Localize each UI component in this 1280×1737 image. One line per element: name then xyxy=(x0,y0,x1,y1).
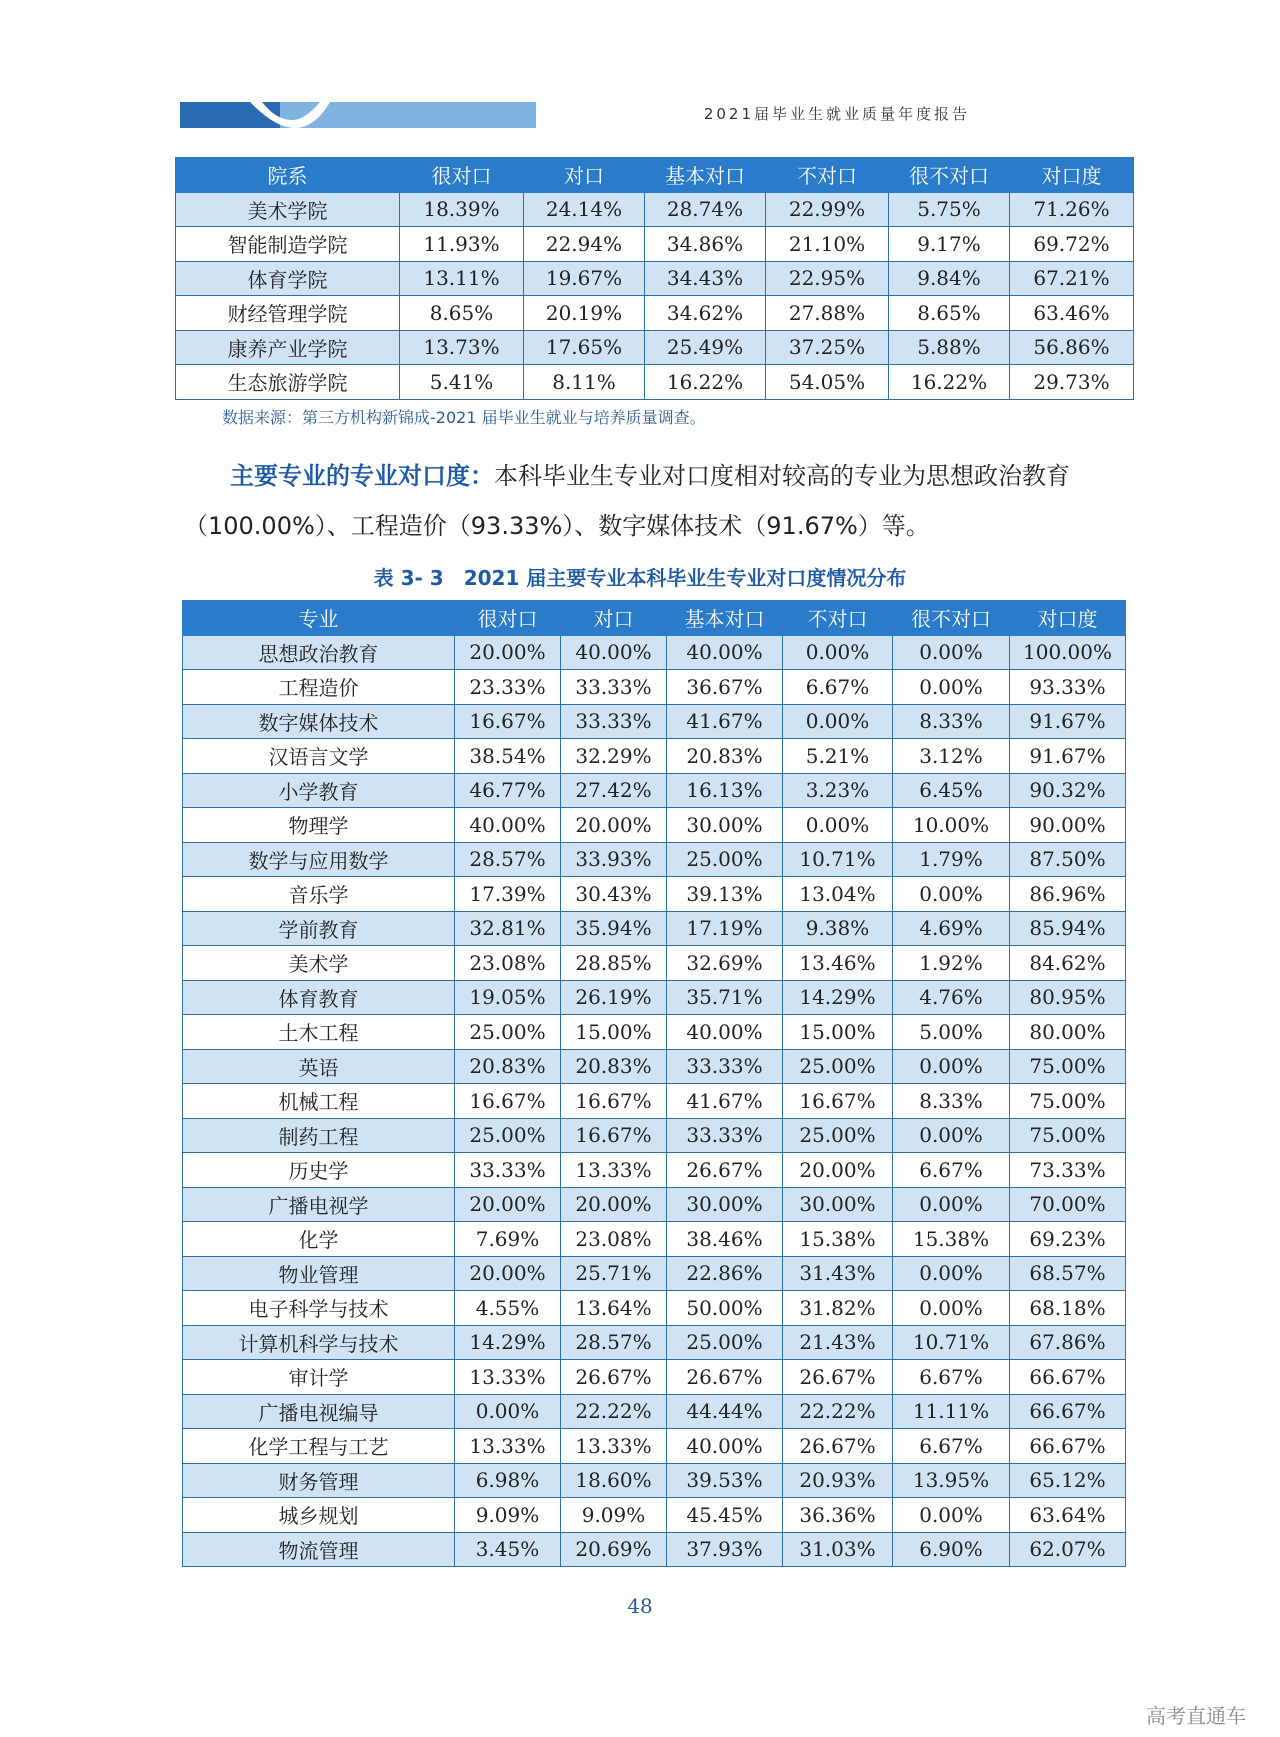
table-row xyxy=(183,1360,1126,1395)
table-cell: 28.57% xyxy=(561,1325,667,1360)
row-label-cell: 财务管理 xyxy=(183,1463,455,1498)
column-header: 对口 xyxy=(561,601,667,636)
table-cell: 1.79% xyxy=(893,842,1010,877)
table-cell: 16.67% xyxy=(561,1084,667,1119)
table-cell: 33.33% xyxy=(561,670,667,705)
column-header: 专业 xyxy=(183,601,455,636)
table-cell: 21.10% xyxy=(766,227,889,262)
table-row xyxy=(183,704,1126,739)
table-cell: 16.22% xyxy=(889,365,1010,400)
table-cell: 20.00% xyxy=(783,1153,893,1188)
row-label-cell: 思想政治教育 xyxy=(183,635,455,670)
column-header: 很对口 xyxy=(455,601,561,636)
table-cell: 66.67% xyxy=(1010,1429,1126,1464)
table-cell: 17.19% xyxy=(667,911,783,946)
table-cell: 39.13% xyxy=(667,877,783,912)
table-row xyxy=(176,227,1134,262)
table-cell: 26.67% xyxy=(783,1360,893,1395)
row-label-cell: 机械工程 xyxy=(183,1084,455,1119)
table-cell: 40.00% xyxy=(667,635,783,670)
table-cell: 67.86% xyxy=(1010,1325,1126,1360)
table-row xyxy=(183,808,1126,843)
table-row xyxy=(183,1291,1126,1326)
table-cell: 20.00% xyxy=(455,1187,561,1222)
table-row xyxy=(183,1187,1126,1222)
table-cell: 84.62% xyxy=(1010,946,1126,981)
table-cell: 32.69% xyxy=(667,946,783,981)
table-cell: 20.93% xyxy=(783,1463,893,1498)
table-cell: 33.33% xyxy=(455,1153,561,1188)
table-cell: 22.94% xyxy=(524,227,645,262)
table-cell: 73.33% xyxy=(1010,1153,1126,1188)
row-label-cell: 美术学院 xyxy=(176,192,400,227)
table-cell: 13.73% xyxy=(400,330,524,365)
column-header: 对口度 xyxy=(1010,601,1126,636)
table-row xyxy=(183,1049,1126,1084)
table-row xyxy=(183,1463,1126,1498)
table-cell: 30.00% xyxy=(667,808,783,843)
table-cell: 8.33% xyxy=(893,1084,1010,1119)
table-row xyxy=(183,1256,1126,1291)
table-cell: 33.93% xyxy=(561,842,667,877)
table-row xyxy=(183,1222,1126,1257)
table-cell: 16.67% xyxy=(455,704,561,739)
table-cell: 25.71% xyxy=(561,1256,667,1291)
table-caption: 表 3- 3 2021 届主要专业本科毕业生专业对口度情况分布 xyxy=(373,566,907,590)
table-row xyxy=(183,1118,1126,1153)
table-cell: 26.67% xyxy=(561,1360,667,1395)
table-cell: 40.00% xyxy=(667,1015,783,1050)
table-cell: 13.64% xyxy=(561,1291,667,1326)
table-cell: 17.65% xyxy=(524,330,645,365)
table-cell: 5.88% xyxy=(889,330,1010,365)
row-label-cell: 英语 xyxy=(183,1049,455,1084)
table-cell: 38.46% xyxy=(667,1222,783,1257)
table-cell: 37.93% xyxy=(667,1532,783,1567)
table-cell: 22.22% xyxy=(783,1394,893,1429)
table-row xyxy=(183,739,1126,774)
row-label-cell: 工程造价 xyxy=(183,670,455,705)
table-cell: 16.67% xyxy=(783,1084,893,1119)
table-cell: 22.86% xyxy=(667,1256,783,1291)
table-cell: 100.00% xyxy=(1010,635,1126,670)
column-header: 基本对口 xyxy=(645,158,766,193)
table-cell: 9.09% xyxy=(455,1498,561,1533)
table-cell: 75.00% xyxy=(1010,1049,1126,1084)
row-label-cell: 数字媒体技术 xyxy=(183,704,455,739)
table-cell: 40.00% xyxy=(667,1429,783,1464)
table-cell: 15.38% xyxy=(783,1222,893,1257)
table-cell: 33.33% xyxy=(667,1118,783,1153)
table-cell: 4.55% xyxy=(455,1291,561,1326)
row-label-cell: 数学与应用数学 xyxy=(183,842,455,877)
row-label-cell: 化学 xyxy=(183,1222,455,1257)
row-label-cell: 小学教育 xyxy=(183,773,455,808)
table-cell: 62.07% xyxy=(1010,1532,1126,1567)
table-cell: 17.39% xyxy=(455,877,561,912)
table-row xyxy=(183,635,1126,670)
table-cell: 32.29% xyxy=(561,739,667,774)
table-row xyxy=(176,296,1134,331)
table-cell: 15.00% xyxy=(561,1015,667,1050)
table-cell: 87.50% xyxy=(1010,842,1126,877)
table-cell: 28.85% xyxy=(561,946,667,981)
table-cell: 30.00% xyxy=(667,1187,783,1222)
row-label-cell: 土木工程 xyxy=(183,1015,455,1050)
table-cell: 14.29% xyxy=(455,1325,561,1360)
row-label-cell: 学前教育 xyxy=(183,911,455,946)
table-cell: 0.00% xyxy=(893,1256,1010,1291)
table-cell: 54.05% xyxy=(766,365,889,400)
table-cell: 25.00% xyxy=(455,1118,561,1153)
table-cell: 90.00% xyxy=(1010,808,1126,843)
table-cell: 1.92% xyxy=(893,946,1010,981)
table-cell: 11.93% xyxy=(400,227,524,262)
table-cell: 33.33% xyxy=(667,1049,783,1084)
table-cell: 4.69% xyxy=(893,911,1010,946)
table-cell: 33.33% xyxy=(561,704,667,739)
table-row xyxy=(176,330,1134,365)
table-cell: 35.94% xyxy=(561,911,667,946)
table-cell: 31.03% xyxy=(783,1532,893,1567)
table-cell: 91.67% xyxy=(1010,704,1126,739)
column-header: 很不对口 xyxy=(889,158,1010,193)
table-cell: 10.00% xyxy=(893,808,1010,843)
table-cell: 80.00% xyxy=(1010,1015,1126,1050)
paragraph-lead: 主要专业的专业对口度： xyxy=(230,462,494,490)
table-cell: 27.88% xyxy=(766,296,889,331)
row-label-cell: 康养产业学院 xyxy=(176,330,400,365)
table-row xyxy=(183,980,1126,1015)
table-cell: 26.19% xyxy=(561,980,667,1015)
table-cell: 20.83% xyxy=(455,1049,561,1084)
table-cell: 26.67% xyxy=(667,1153,783,1188)
table-cell: 8.33% xyxy=(893,704,1010,739)
table-cell: 13.33% xyxy=(561,1153,667,1188)
table-cell: 0.00% xyxy=(783,635,893,670)
table-cell: 15.00% xyxy=(783,1015,893,1050)
table-cell: 22.22% xyxy=(561,1394,667,1429)
table-cell: 0.00% xyxy=(455,1394,561,1429)
table-cell: 40.00% xyxy=(455,808,561,843)
table-cell: 13.04% xyxy=(783,877,893,912)
table-cell: 80.95% xyxy=(1010,980,1126,1015)
table-cell: 5.41% xyxy=(400,365,524,400)
table-row xyxy=(176,261,1134,296)
table-cell: 20.69% xyxy=(561,1532,667,1567)
table-cell: 26.67% xyxy=(783,1429,893,1464)
table-row xyxy=(183,877,1126,912)
table-cell: 69.72% xyxy=(1010,227,1134,262)
table-cell: 24.14% xyxy=(524,192,645,227)
table-cell: 36.36% xyxy=(783,1498,893,1533)
table-cell: 36.67% xyxy=(667,670,783,705)
table-row xyxy=(183,1015,1126,1050)
row-label-cell: 物业管理 xyxy=(183,1256,455,1291)
table-cell: 90.32% xyxy=(1010,773,1126,808)
table-cell: 6.67% xyxy=(893,1360,1010,1395)
table-cell: 40.00% xyxy=(561,635,667,670)
table-cell: 34.86% xyxy=(645,227,766,262)
column-header: 院系 xyxy=(176,158,400,193)
report-header-title: 2021届毕业生就业质量年度报告 xyxy=(703,105,970,123)
table-cell: 34.43% xyxy=(645,261,766,296)
major-match-paragraph xyxy=(184,451,1114,551)
row-label-cell: 财经管理学院 xyxy=(176,296,400,331)
table-cell: 85.94% xyxy=(1010,911,1126,946)
row-label-cell: 历史学 xyxy=(183,1153,455,1188)
table-cell: 10.71% xyxy=(783,842,893,877)
table-cell: 8.65% xyxy=(400,296,524,331)
table-cell: 41.67% xyxy=(667,704,783,739)
table-cell: 63.64% xyxy=(1010,1498,1126,1533)
table-row xyxy=(176,192,1134,227)
table-cell: 65.12% xyxy=(1010,1463,1126,1498)
table-cell: 13.33% xyxy=(455,1429,561,1464)
table-cell: 9.38% xyxy=(783,911,893,946)
table-cell: 3.45% xyxy=(455,1532,561,1567)
table-cell: 5.75% xyxy=(889,192,1010,227)
table-cell: 69.23% xyxy=(1010,1222,1126,1257)
table-cell: 71.26% xyxy=(1010,192,1134,227)
table-cell: 15.38% xyxy=(893,1222,1010,1257)
column-header: 很不对口 xyxy=(893,601,1010,636)
table-cell: 75.00% xyxy=(1010,1084,1126,1119)
row-label-cell: 广播电视编导 xyxy=(183,1394,455,1429)
table-cell: 45.45% xyxy=(667,1498,783,1533)
table-cell: 70.00% xyxy=(1010,1187,1126,1222)
table-cell: 13.95% xyxy=(893,1463,1010,1498)
table-cell: 8.11% xyxy=(524,365,645,400)
table-cell: 30.00% xyxy=(783,1187,893,1222)
table-row xyxy=(183,773,1126,808)
table-cell: 30.43% xyxy=(561,877,667,912)
table-cell: 5.21% xyxy=(783,739,893,774)
row-label-cell: 美术学 xyxy=(183,946,455,981)
table-cell: 23.33% xyxy=(455,670,561,705)
table-cell: 6.67% xyxy=(893,1153,1010,1188)
row-label-cell: 物理学 xyxy=(183,808,455,843)
table-cell: 23.08% xyxy=(561,1222,667,1257)
table-row xyxy=(183,946,1126,981)
table-cell: 25.00% xyxy=(667,842,783,877)
data-source-note: 数据来源：第三方机构新锦成-2021 届毕业生就业与培养质量调查。 xyxy=(222,408,706,427)
table-cell: 41.67% xyxy=(667,1084,783,1119)
paragraph-text: 本科毕业生专业对口度相对较高的专业为思想政治教育（100.00%）、工程造价（93.33%）、数字媒体技术（91.67%）等。 xyxy=(184,462,1070,540)
table-cell: 31.43% xyxy=(783,1256,893,1291)
table-cell: 75.00% xyxy=(1010,1118,1126,1153)
row-label-cell: 音乐学 xyxy=(183,877,455,912)
table-cell: 63.46% xyxy=(1010,296,1134,331)
table-cell: 19.05% xyxy=(455,980,561,1015)
row-label-cell: 体育教育 xyxy=(183,980,455,1015)
table-cell: 0.00% xyxy=(893,877,1010,912)
table-cell: 9.17% xyxy=(889,227,1010,262)
row-label-cell: 体育学院 xyxy=(176,261,400,296)
table-cell: 6.67% xyxy=(893,1429,1010,1464)
table-row xyxy=(183,842,1126,877)
table-cell: 25.00% xyxy=(455,1015,561,1050)
table-cell: 0.00% xyxy=(893,1498,1010,1533)
table-cell: 34.62% xyxy=(645,296,766,331)
table-cell: 20.00% xyxy=(455,635,561,670)
table-cell: 93.33% xyxy=(1010,670,1126,705)
table-cell: 14.29% xyxy=(783,980,893,1015)
table-cell: 6.45% xyxy=(893,773,1010,808)
table-cell: 68.57% xyxy=(1010,1256,1126,1291)
table-row xyxy=(183,670,1126,705)
table-row xyxy=(183,1325,1126,1360)
table-cell: 46.77% xyxy=(455,773,561,808)
table-cell: 0.00% xyxy=(893,1049,1010,1084)
table-cell: 18.39% xyxy=(400,192,524,227)
table-cell: 6.90% xyxy=(893,1532,1010,1567)
table-cell: 91.67% xyxy=(1010,739,1126,774)
table-cell: 0.00% xyxy=(783,808,893,843)
table-cell: 13.33% xyxy=(455,1360,561,1395)
table-cell: 0.00% xyxy=(783,704,893,739)
row-label-cell: 城乡规划 xyxy=(183,1498,455,1533)
row-label-cell: 生态旅游学院 xyxy=(176,365,400,400)
table-cell: 9.09% xyxy=(561,1498,667,1533)
table-row xyxy=(183,1498,1126,1533)
table-cell: 20.00% xyxy=(455,1256,561,1291)
table-cell: 26.67% xyxy=(667,1360,783,1395)
header-logo-band xyxy=(180,100,536,130)
table-cell: 38.54% xyxy=(455,739,561,774)
table-row xyxy=(183,1429,1126,1464)
table-cell: 37.25% xyxy=(766,330,889,365)
table-row xyxy=(183,911,1126,946)
column-header: 不对口 xyxy=(766,158,889,193)
table-cell: 16.67% xyxy=(455,1084,561,1119)
table-cell: 20.19% xyxy=(524,296,645,331)
table-row xyxy=(183,1153,1126,1188)
table-cell: 20.83% xyxy=(667,739,783,774)
table-cell: 25.00% xyxy=(783,1118,893,1153)
college-match-table xyxy=(175,157,1134,400)
row-label-cell: 化学工程与工艺 xyxy=(183,1429,455,1464)
row-label-cell: 审计学 xyxy=(183,1360,455,1395)
table-cell: 0.00% xyxy=(893,1187,1010,1222)
row-label-cell: 电子科学与技术 xyxy=(183,1291,455,1326)
table-cell: 4.76% xyxy=(893,980,1010,1015)
table-cell: 7.69% xyxy=(455,1222,561,1257)
table-cell: 5.00% xyxy=(893,1015,1010,1050)
table-cell: 22.99% xyxy=(766,192,889,227)
table-cell: 13.46% xyxy=(783,946,893,981)
table-cell: 21.43% xyxy=(783,1325,893,1360)
table-cell: 9.84% xyxy=(889,261,1010,296)
table-cell: 31.82% xyxy=(783,1291,893,1326)
table-cell: 20.00% xyxy=(561,1187,667,1222)
table-cell: 35.71% xyxy=(667,980,783,1015)
table-cell: 18.60% xyxy=(561,1463,667,1498)
table-cell: 29.73% xyxy=(1010,365,1134,400)
column-header: 不对口 xyxy=(783,601,893,636)
table-cell: 0.00% xyxy=(893,1291,1010,1326)
table-cell: 66.67% xyxy=(1010,1360,1126,1395)
page-number: 48 xyxy=(627,1594,653,1618)
table-cell: 3.23% xyxy=(783,773,893,808)
row-label-cell: 智能制造学院 xyxy=(176,227,400,262)
table-cell: 50.00% xyxy=(667,1291,783,1326)
table-cell: 13.33% xyxy=(561,1429,667,1464)
table-cell: 0.00% xyxy=(893,1118,1010,1153)
table-cell: 13.11% xyxy=(400,261,524,296)
table-cell: 39.53% xyxy=(667,1463,783,1498)
table-cell: 6.98% xyxy=(455,1463,561,1498)
table-cell: 27.42% xyxy=(561,773,667,808)
table-cell: 67.21% xyxy=(1010,261,1134,296)
table-row xyxy=(183,1084,1126,1119)
major-match-table xyxy=(182,600,1126,1567)
watermark-text: 高考直通车 xyxy=(1146,1704,1246,1728)
table-cell: 11.11% xyxy=(893,1394,1010,1429)
table-cell: 10.71% xyxy=(893,1325,1010,1360)
row-label-cell: 汉语言文学 xyxy=(183,739,455,774)
table-cell: 28.74% xyxy=(645,192,766,227)
table-cell: 86.96% xyxy=(1010,877,1126,912)
table-cell: 8.65% xyxy=(889,296,1010,331)
row-label-cell: 制药工程 xyxy=(183,1118,455,1153)
table-cell: 0.00% xyxy=(893,670,1010,705)
table-cell: 20.83% xyxy=(561,1049,667,1084)
row-label-cell: 广播电视学 xyxy=(183,1187,455,1222)
table-cell: 22.95% xyxy=(766,261,889,296)
column-header: 对口度 xyxy=(1010,158,1134,193)
row-label-cell: 计算机科学与技术 xyxy=(183,1325,455,1360)
table-cell: 0.00% xyxy=(893,635,1010,670)
table-cell: 16.67% xyxy=(561,1118,667,1153)
column-header: 基本对口 xyxy=(667,601,783,636)
column-header: 对口 xyxy=(524,158,645,193)
table-cell: 23.08% xyxy=(455,946,561,981)
table-cell: 66.67% xyxy=(1010,1394,1126,1429)
table-cell: 25.00% xyxy=(783,1049,893,1084)
table-cell: 44.44% xyxy=(667,1394,783,1429)
table-row xyxy=(183,1532,1126,1567)
table-cell: 16.22% xyxy=(645,365,766,400)
table-cell: 56.86% xyxy=(1010,330,1134,365)
table-cell: 3.12% xyxy=(893,739,1010,774)
table-row xyxy=(176,365,1134,400)
table-cell: 25.00% xyxy=(667,1325,783,1360)
table-cell: 19.67% xyxy=(524,261,645,296)
column-header: 很对口 xyxy=(400,158,524,193)
table-cell: 25.49% xyxy=(645,330,766,365)
table-cell: 20.00% xyxy=(561,808,667,843)
table-cell: 32.81% xyxy=(455,911,561,946)
table-cell: 28.57% xyxy=(455,842,561,877)
table-cell: 6.67% xyxy=(783,670,893,705)
table-cell: 68.18% xyxy=(1010,1291,1126,1326)
table-cell: 16.13% xyxy=(667,773,783,808)
row-label-cell: 物流管理 xyxy=(183,1532,455,1567)
table-row xyxy=(183,1394,1126,1429)
